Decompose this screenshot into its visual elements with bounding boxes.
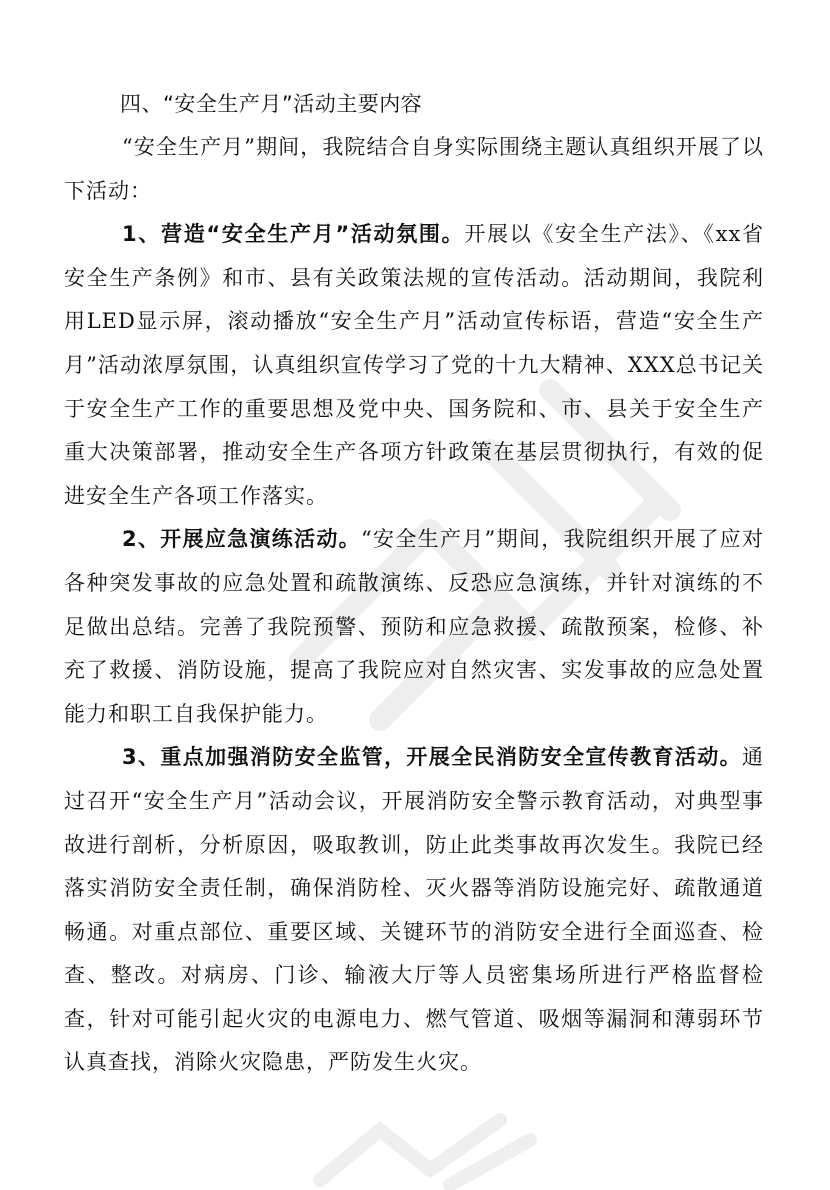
item-title-1: 1、营造“安全生产月”活动氛围。 [122,222,465,247]
watermark-bottom-icon [300,1110,560,1190]
item-paragraph-2 [64,518,764,736]
intro-paragraph: “安全生产月”期间，我院结合自身实际围绕主题认真组织开展了以下活动： [64,135,764,203]
item-body-2: “安全生产月”期间，我院组织开展了应对各种突发事故的应急处置和疏散演练、反恐应急演练，并针对演练的不足做出总结。完善了我院预警、预防和应急救援、疏散预案，检修、补充了救援、消防设施，提高了我院应对自然灾害、实发事故的应急处置能力和职工自我保护能力。 [64,527,764,726]
section-heading: 四、“安全生产月”活动主要内容 [120,92,423,116]
item-paragraph-3 [64,736,764,1085]
item-paragraph-1 [64,213,764,518]
item-title-3: 3、重点加强消防安全监管，开展全民消防安全宣传教育活动。 [122,745,742,770]
document-body [64,82,764,1085]
item-body-3: 通过召开“安全生产月”活动会议，开展消防安全警示教育活动，对典型事故进行剖析，分析原因，吸取教训，防止此类事故再次发生。我院已经落实消防安全责任制，确保消防栓、灭火器等消防设施完好、疏散通道畅通。对重点部位、重要区域、关键环节的消防安全进行全面巡查、检查、整改。对病房、门诊、输液大厅等人员密集场所进行严格监督检查，针对可能引起火灾的电源电力、燃气管道、吸烟等漏洞和薄弱环节认真查找，消除火灾隐患，严防发生火灾。 [64,745,764,1075]
item-title-2: 2、开展应急演练活动。 [122,527,361,552]
item-body-1: 开展以《安全生产法》、《xx省安全生产条例》和市、县有关政策法规的宣传活动。活动期间，我院利用LED显示屏，滚动播放“安全生产月”活动宣传标语，营造“安全生产月”活动浓厚氛围，认真组织宣传学习了党的十九大精神、XXX总书记关于安全生产工作的重要思想及党中央、国务院和、市、县关于安全生产重大决策部署，推动安全生产各项方针政策在基层贯彻执行，有效的促进安全生产各项工作落实。 [64,222,765,508]
